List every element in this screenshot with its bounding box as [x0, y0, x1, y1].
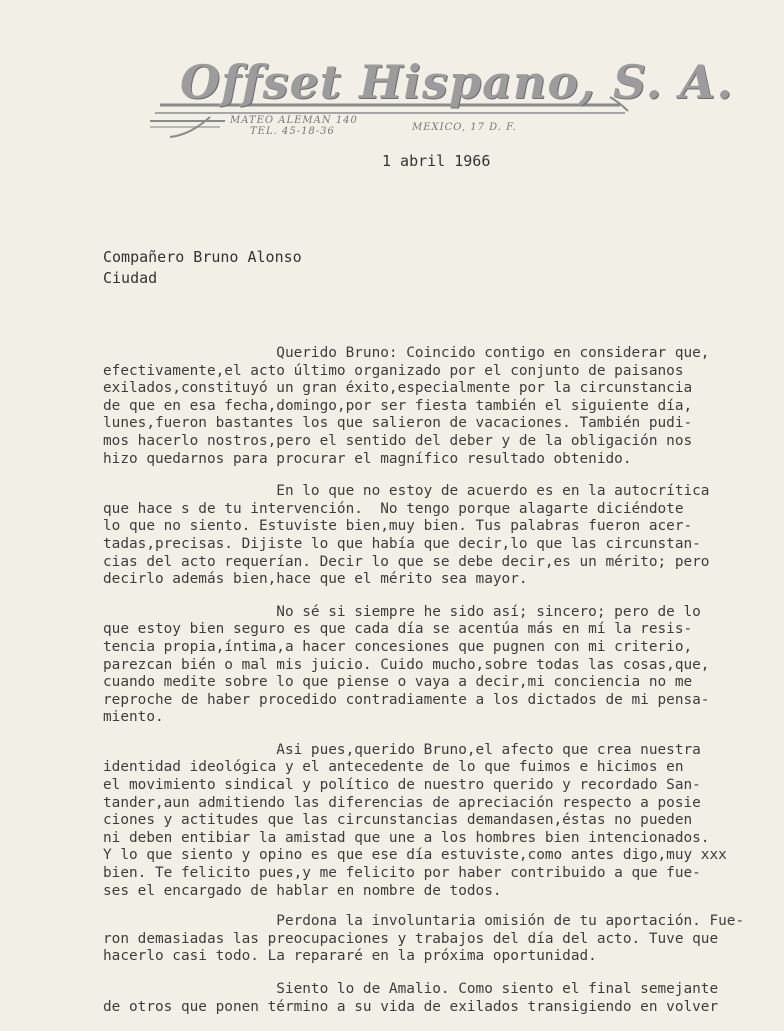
- text-line: ni deben entibiar la amistad que une a los hombres bien intencionados.: [103, 829, 710, 846]
- text-line: hacerlo casi todo. La repararé en la próxima oportunidad.: [103, 948, 597, 965]
- company-city: MEXICO, 17 D. F.: [412, 122, 517, 133]
- company-name: Offset Hispano, S. A.: [180, 55, 734, 109]
- paragraph: [103, 981, 783, 1016]
- text-line: efectivamente,el acto último organizado por el conjunto de paisanos: [103, 362, 684, 379]
- letter-date: 1 abril 1966: [382, 152, 491, 170]
- letterhead: [150, 55, 734, 140]
- text-line: Perdona la involuntaria omisión de tu aportación. Fue-: [103, 913, 745, 930]
- text-line: ses el encargado de hablar en nombre de todos.: [103, 882, 502, 899]
- text-line: decirlo además bien,hace que el mérito sea mayor.: [103, 571, 528, 588]
- text-line: tander,aun admitiendo las diferencias de apreciación respecto a posie: [103, 794, 701, 811]
- recipient-block: [103, 247, 302, 289]
- text-line: tencia propia,íntima,a hacer concesiones que pugnen con mi criterio,: [103, 638, 693, 655]
- text-line: miento.: [103, 709, 164, 726]
- text-line: el movimiento sindical y político de nuestro querido y recordado San-: [103, 777, 701, 794]
- text-line: parezcan bién o mal mis juicio. Cuido mucho,sobre todas las cosas,que,: [103, 656, 710, 673]
- text-line: tadas,precisas. Dijiste lo que había que decir,lo que las circunstan-: [103, 535, 701, 552]
- text-line: hizo quedarnos para procurar el magnífico resultado obtenido.: [103, 450, 632, 467]
- text-line: de que en esa fecha,domingo,por ser fiesta también el siguiente día,: [103, 397, 693, 414]
- paragraph: [103, 913, 783, 966]
- recipient-name: Compañero Bruno Alonso: [103, 248, 302, 266]
- text-line: que estoy bien seguro es que cada día se acentúa más en mí la resis-: [103, 621, 693, 638]
- text-line: lo que no siento. Estuviste bien,muy bien. Tus palabras fueron acer-: [103, 518, 693, 535]
- text-line: reproche de haber procedido contradiamente a los dictados de mi pensa-: [103, 691, 710, 708]
- text-line: No sé si siempre he sido así; sincero; pero de lo: [103, 603, 701, 620]
- paragraph: [103, 345, 783, 468]
- text-line: exilados,constituyó un gran éxito,especialmente por la circunstancia: [103, 380, 693, 397]
- recipient-city: Ciudad: [103, 269, 158, 287]
- text-line: Y lo que siento y opino es que ese día estuviste,como antes digo,muy xxx: [103, 847, 727, 864]
- text-line: Siento lo de Amalio. Como siento el final semejante: [103, 981, 719, 997]
- paragraph: [103, 742, 783, 900]
- letter-body: [103, 345, 783, 1031]
- company-address: MATEO ALEMAN 140: [230, 115, 358, 126]
- text-line: mos hacerlo nostros,pero el sentido del deber y de la obligación nos: [103, 432, 693, 449]
- text-line: ciones y actitudes que las circunstancias demandasen,éstas no pueden: [103, 812, 693, 829]
- text-line: lunes,fueron bastantes los que salieron de vacaciones. También pudi-: [103, 415, 693, 432]
- text-line: cias del acto requerían. Decir lo que se debe decir,es un mérito; pero: [103, 553, 710, 570]
- company-phone: TEL. 45-18-36: [250, 126, 335, 137]
- text-line: bien. Te felicito pues,y me felicito por haber contribuido a que fue-: [103, 865, 701, 882]
- text-line: Querido Bruno: Coincido contigo en considerar que,: [103, 345, 710, 361]
- text-line: En lo que no estoy de acuerdo es en la autocrítica: [103, 483, 710, 500]
- text-line: identidad ideológica y el antecedente de lo que fuimos e hicimos en: [103, 759, 684, 776]
- text-line: de otros que ponen término a su vida de exilados transigiendo en volver: [103, 998, 719, 1015]
- text-line: ron demasiadas las preocupaciones y trabajos del día del acto. Tuve que: [103, 930, 719, 947]
- text-line: que hace s de tu intervención. No tengo porque alagarte diciéndote: [103, 500, 684, 517]
- text-line: Asi pues,querido Bruno,el afecto que crea nuestra: [103, 741, 701, 758]
- paragraph: [103, 483, 783, 589]
- text-line: cuando medite sobre lo que piense o vaya a decir,mi conciencia no me: [103, 674, 693, 691]
- paragraph: [103, 604, 783, 727]
